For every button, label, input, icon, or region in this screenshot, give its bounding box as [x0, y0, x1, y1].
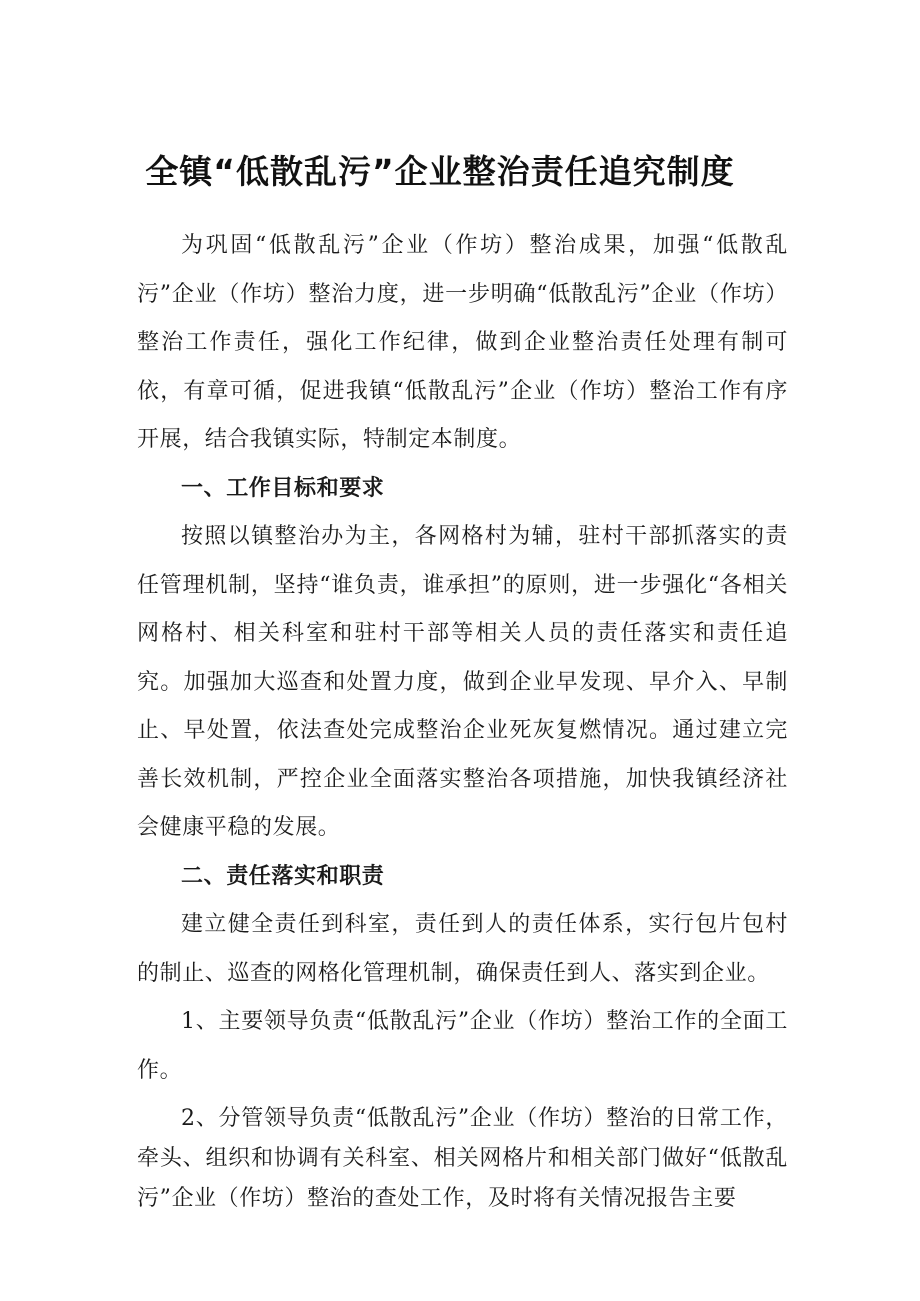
responsibility-item-1: 1、主要领导负责“低散乱污”企业（作坊）整治工作的全面工作。 — [137, 1009, 788, 1083]
responsibilities-paragraph: 建立健全责任到科室，责任到人的责任体系，实行包片包村的制止、巡查的网格化管理机制，确保责任到人、落实到企业。 — [137, 912, 788, 986]
goals-paragraph: 按照以镇整治办为主，各网格村为辅，驻村干部抓落实的责任管理机制，坚持“谁负责，谁承担”的原则，进一步强化“各相关网格村、相关科室和驻村干部等相关人员的责任落实和责任追究。加强加大巡查和处置力度，做到企业早发现、早介入、早制止、早处置，依法查处完成整治企业死灰复燃情况。通过建立完善长效机制，严控企业全面落实整治各项措施，加快我镇经济社会健康平稳的发展。 — [137, 524, 788, 840]
responsibility-item-2: 2、分管领导负责“低散乱污”企业（作坊）整治的日常工作，牵头、组织和协调有关科室、相关网格片和相关部门做好“低散乱污”企业（作坊）整治的查处工作，及时将有关情况报告主要 — [137, 1106, 788, 1211]
document-body — [137, 222, 788, 1219]
intro-paragraph: 为巩固“低散乱污”企业（作坊）整治成果，加强“低散乱污”企业（作坊）整治力度，进一步明确“低散乱污”企业（作坊）整治工作责任，强化工作纪律，做到企业整治责任处理有制可依，有章可循，促进我镇“低散乱污”企业（作坊）整治工作有序开展，结合我镇实际，特制定本制度。 — [137, 233, 788, 452]
section-heading-goals: 一、工作目标和要求 — [181, 475, 385, 501]
document-title: 全镇“低散乱污”企业整治责任追究制度 — [145, 152, 735, 191]
section-heading-responsibilities: 二、责任落实和职责 — [181, 863, 385, 889]
